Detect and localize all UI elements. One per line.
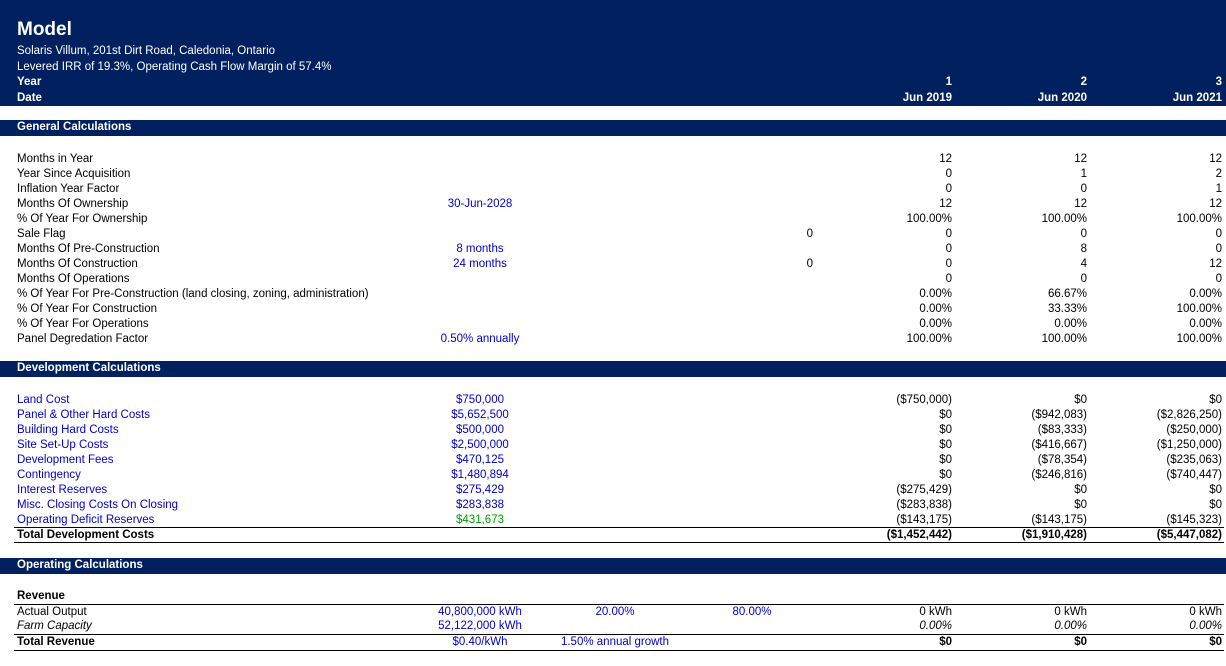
table-row[interactable] bbox=[0, 257, 1226, 272]
value-year-1[interactable]: 0 bbox=[945, 258, 952, 270]
value-year-3[interactable]: 12 bbox=[1209, 198, 1222, 210]
divider bbox=[14, 650, 1224, 651]
row-label: Contingency bbox=[17, 469, 81, 481]
row-label: Months Of Ownership bbox=[17, 198, 129, 210]
row-input[interactable]: $1,480,894 bbox=[451, 469, 509, 481]
value-year-1[interactable]: ($1,452,442) bbox=[886, 529, 952, 541]
value-year-3[interactable]: ($1,250,000) bbox=[1156, 439, 1222, 451]
value-year-2[interactable]: ($942,083) bbox=[1031, 409, 1087, 421]
value-year-1[interactable]: 0 bbox=[945, 183, 952, 195]
row-label: % Of Year For Pre-Construction (land closing, zoning, administration) bbox=[17, 288, 369, 300]
table-row[interactable] bbox=[0, 227, 1226, 242]
value-year-1[interactable]: $0 bbox=[939, 424, 952, 436]
value-year-3[interactable]: 100.00% bbox=[1176, 213, 1222, 225]
value-year-3[interactable]: ($2,826,250) bbox=[1156, 409, 1222, 421]
year-2[interactable]: 2 bbox=[1080, 76, 1087, 88]
date-2[interactable]: Jun 2020 bbox=[1037, 92, 1087, 104]
row-label: Months Of Pre-Construction bbox=[17, 243, 160, 255]
value-year-1[interactable]: 0.00% bbox=[919, 303, 952, 315]
date-row bbox=[0, 92, 1226, 106]
value-year-3[interactable]: 0.00% bbox=[1189, 288, 1222, 300]
value-year-2[interactable]: 33.33% bbox=[1047, 303, 1087, 315]
value-year-2[interactable]: 0.00% bbox=[1054, 318, 1087, 330]
annual-growth-input[interactable]: 1.50% annual growth bbox=[560, 636, 670, 648]
value-year-3[interactable]: 100.00% bbox=[1176, 333, 1222, 345]
row-label: Total Revenue bbox=[17, 636, 95, 648]
total-development-costs-row[interactable] bbox=[0, 528, 1226, 543]
row-label: Inflation Year Factor bbox=[17, 183, 120, 195]
actual-output-input[interactable]: 40,800,000 kWh bbox=[438, 606, 522, 618]
value-year-3[interactable]: $0 bbox=[1209, 499, 1222, 511]
row-input[interactable]: $470,125 bbox=[456, 454, 504, 466]
row-input[interactable]: 30-Jun-2028 bbox=[447, 198, 513, 210]
row-input[interactable]: $500,000 bbox=[456, 424, 504, 436]
value-year-3[interactable]: 0.00% bbox=[1189, 620, 1222, 632]
value-year-2[interactable]: 66.67% bbox=[1047, 288, 1087, 300]
value-year-2[interactable]: ($83,333) bbox=[1037, 424, 1087, 436]
row-input[interactable]: $2,500,000 bbox=[451, 439, 509, 451]
row-label: Interest Reserves bbox=[17, 484, 108, 496]
row-label: % Of Year For Operations bbox=[17, 318, 149, 330]
value-year-3[interactable]: $0 bbox=[1209, 484, 1222, 496]
value-year-2[interactable]: $0 bbox=[1074, 394, 1087, 406]
value-year-1[interactable]: 0 bbox=[945, 228, 952, 240]
total-revenue-row[interactable] bbox=[0, 635, 1226, 650]
year-3[interactable]: 3 bbox=[1215, 76, 1222, 88]
value-year-3[interactable]: ($740,447) bbox=[1166, 469, 1222, 481]
revenue-heading-row bbox=[0, 589, 1226, 604]
row-label: Year Since Acquisition bbox=[17, 168, 131, 180]
table-row[interactable] bbox=[0, 287, 1226, 302]
value-year-1[interactable]: $0 bbox=[939, 469, 952, 481]
value-year-1[interactable]: 12 bbox=[939, 198, 952, 210]
value-year-2[interactable]: 1 bbox=[1080, 168, 1087, 180]
row-label: Panel Degredation Factor bbox=[17, 333, 149, 345]
row-input[interactable]: $750,000 bbox=[456, 394, 504, 406]
value-year-2[interactable]: $0 bbox=[1074, 636, 1087, 648]
value-year-2[interactable]: 4 bbox=[1080, 258, 1087, 270]
value-year-1[interactable]: 0 kWh bbox=[919, 606, 952, 618]
irr-summary: Levered IRR of 19.3%, Operating Cash Flow Margin of 57.4% bbox=[17, 61, 332, 73]
row-label: Farm Capacity bbox=[17, 620, 92, 632]
row-label: Misc. Closing Costs On Closing bbox=[17, 499, 179, 511]
value-year-1[interactable]: $0 bbox=[939, 636, 952, 648]
value-year-1[interactable]: ($143,175) bbox=[896, 514, 952, 526]
value-year-1[interactable]: $0 bbox=[939, 409, 952, 421]
year-label: Year bbox=[17, 76, 42, 88]
table-row[interactable] bbox=[0, 152, 1226, 167]
table-row[interactable] bbox=[0, 167, 1226, 182]
table-row[interactable] bbox=[0, 408, 1226, 423]
value-year-2[interactable]: ($416,667) bbox=[1031, 439, 1087, 451]
value-year-3[interactable]: ($5,447,082) bbox=[1156, 529, 1222, 541]
output-pct-1[interactable]: 20.00% bbox=[595, 606, 635, 618]
year-row bbox=[0, 76, 1226, 90]
flag-value[interactable]: 0 bbox=[806, 228, 813, 240]
value-year-2[interactable]: 0.00% bbox=[1054, 620, 1087, 632]
value-year-3[interactable]: 0 bbox=[1215, 243, 1222, 255]
table-row[interactable] bbox=[0, 317, 1226, 332]
value-year-1[interactable]: 100.00% bbox=[906, 333, 952, 345]
year-1[interactable]: 1 bbox=[945, 76, 952, 88]
value-year-2[interactable]: ($78,354) bbox=[1037, 454, 1087, 466]
page-title: Model bbox=[17, 19, 72, 40]
value-year-2[interactable]: 8 bbox=[1080, 243, 1087, 255]
table-row[interactable] bbox=[0, 197, 1226, 212]
value-year-2[interactable]: 12 bbox=[1074, 153, 1087, 165]
row-label: Total Development Costs bbox=[17, 529, 155, 541]
value-year-2[interactable]: 12 bbox=[1074, 198, 1087, 210]
table-row[interactable] bbox=[0, 393, 1226, 408]
actual-output-row[interactable] bbox=[0, 605, 1226, 620]
farm-capacity-row[interactable] bbox=[0, 619, 1226, 634]
flag-value[interactable]: 0 bbox=[806, 258, 813, 270]
table-row[interactable] bbox=[0, 498, 1226, 513]
value-year-3[interactable]: ($250,000) bbox=[1166, 424, 1222, 436]
value-year-1[interactable]: 0 bbox=[945, 243, 952, 255]
row-label: % Of Year For Ownership bbox=[17, 213, 148, 225]
section-title: General Calculations bbox=[17, 121, 132, 133]
value-year-1[interactable]: 0 bbox=[945, 168, 952, 180]
section-title: Development Calculations bbox=[17, 362, 161, 374]
row-label: Operating Deficit Reserves bbox=[17, 514, 155, 526]
general-calculations-band bbox=[0, 120, 1226, 136]
property-address: Solaris Villum, 201st Dirt Road, Caledonia, Ontario bbox=[17, 45, 276, 57]
value-year-1[interactable]: ($750,000) bbox=[896, 394, 952, 406]
table-row[interactable] bbox=[0, 453, 1226, 468]
value-year-3[interactable]: $0 bbox=[1209, 394, 1222, 406]
table-row[interactable] bbox=[0, 468, 1226, 483]
table-row[interactable] bbox=[0, 242, 1226, 257]
row-label: Development Fees bbox=[17, 454, 114, 466]
value-year-3[interactable]: 0 bbox=[1215, 273, 1222, 285]
value-year-1[interactable]: 0.00% bbox=[919, 620, 952, 632]
development-calculations-band bbox=[0, 361, 1226, 377]
output-pct-2[interactable]: 80.00% bbox=[732, 606, 772, 618]
section-title: Operating Calculations bbox=[17, 559, 143, 571]
table-row[interactable] bbox=[0, 513, 1226, 528]
value-year-2[interactable]: 0 bbox=[1080, 273, 1087, 285]
row-label: Months Of Operations bbox=[17, 273, 130, 285]
row-label: Actual Output bbox=[17, 606, 87, 618]
value-year-3[interactable]: ($145,323) bbox=[1166, 514, 1222, 526]
row-label: Panel & Other Hard Costs bbox=[17, 409, 150, 421]
value-year-3[interactable]: $0 bbox=[1209, 636, 1222, 648]
row-label: Land Cost bbox=[17, 394, 70, 406]
row-input[interactable]: 24 months bbox=[453, 258, 507, 270]
row-label: Site Set-Up Costs bbox=[17, 439, 109, 451]
row-input[interactable]: $5,652,500 bbox=[451, 409, 509, 421]
table-row[interactable] bbox=[0, 212, 1226, 227]
price-per-kwh-input[interactable]: $0.40/kWh bbox=[452, 636, 508, 648]
table-row[interactable] bbox=[0, 483, 1226, 498]
row-input[interactable]: 0.50% annually bbox=[440, 333, 520, 345]
date-1[interactable]: Jun 2019 bbox=[902, 92, 952, 104]
value-year-1[interactable]: 0 bbox=[945, 273, 952, 285]
date-label: Date bbox=[17, 92, 42, 104]
value-year-1[interactable]: ($283,838) bbox=[896, 499, 952, 511]
value-year-2[interactable]: $0 bbox=[1074, 484, 1087, 496]
value-year-1[interactable]: $0 bbox=[939, 454, 952, 466]
table-row[interactable] bbox=[0, 302, 1226, 317]
value-year-2[interactable]: ($1,910,428) bbox=[1021, 529, 1087, 541]
row-label: Months in Year bbox=[17, 153, 94, 165]
row-input[interactable]: $283,838 bbox=[456, 499, 504, 511]
revenue-heading: Revenue bbox=[17, 590, 65, 602]
value-year-2[interactable]: 100.00% bbox=[1041, 213, 1087, 225]
farm-capacity-input[interactable]: 52,122,000 kWh bbox=[438, 620, 522, 632]
value-year-3[interactable]: 0.00% bbox=[1189, 318, 1222, 330]
value-year-3[interactable]: 1 bbox=[1215, 183, 1222, 195]
table-row[interactable] bbox=[0, 438, 1226, 453]
row-label: % Of Year For Construction bbox=[17, 303, 157, 315]
row-label: Sale Flag bbox=[17, 228, 66, 240]
date-3[interactable]: Jun 2021 bbox=[1172, 92, 1222, 104]
value-year-3[interactable]: 12 bbox=[1209, 153, 1222, 165]
model-header bbox=[0, 0, 1226, 106]
row-label: Building Hard Costs bbox=[17, 424, 119, 436]
divider bbox=[14, 542, 1224, 543]
table-row[interactable] bbox=[0, 423, 1226, 438]
value-year-1[interactable]: ($275,429) bbox=[896, 484, 952, 496]
table-row[interactable] bbox=[0, 182, 1226, 197]
value-year-2[interactable]: 0 bbox=[1080, 228, 1087, 240]
value-year-2[interactable]: 0 kWh bbox=[1054, 606, 1087, 618]
value-year-2[interactable]: 100.00% bbox=[1041, 333, 1087, 345]
value-year-1[interactable]: 100.00% bbox=[906, 213, 952, 225]
table-row[interactable] bbox=[0, 332, 1226, 347]
value-year-1[interactable]: 0.00% bbox=[919, 318, 952, 330]
row-label: Months Of Construction bbox=[17, 258, 138, 270]
value-year-1[interactable]: 0.00% bbox=[919, 288, 952, 300]
value-year-3[interactable]: 100.00% bbox=[1176, 303, 1222, 315]
row-input[interactable]: $431,673 bbox=[456, 514, 504, 526]
value-year-3[interactable]: 2 bbox=[1215, 168, 1222, 180]
value-year-3[interactable]: 12 bbox=[1209, 258, 1222, 270]
value-year-3[interactable]: ($235,063) bbox=[1166, 454, 1222, 466]
value-year-3[interactable]: 0 bbox=[1215, 228, 1222, 240]
row-input[interactable]: $275,429 bbox=[456, 484, 504, 496]
value-year-2[interactable]: $0 bbox=[1074, 499, 1087, 511]
operating-calculations-band bbox=[0, 558, 1226, 574]
value-year-1[interactable]: 12 bbox=[939, 153, 952, 165]
row-input[interactable]: 8 months bbox=[456, 243, 504, 255]
value-year-2[interactable]: ($143,175) bbox=[1031, 514, 1087, 526]
value-year-2[interactable]: 0 bbox=[1080, 183, 1087, 195]
table-row[interactable] bbox=[0, 272, 1226, 287]
value-year-1[interactable]: $0 bbox=[939, 439, 952, 451]
value-year-3[interactable]: 0 kWh bbox=[1189, 606, 1222, 618]
value-year-2[interactable]: ($246,816) bbox=[1031, 469, 1087, 481]
